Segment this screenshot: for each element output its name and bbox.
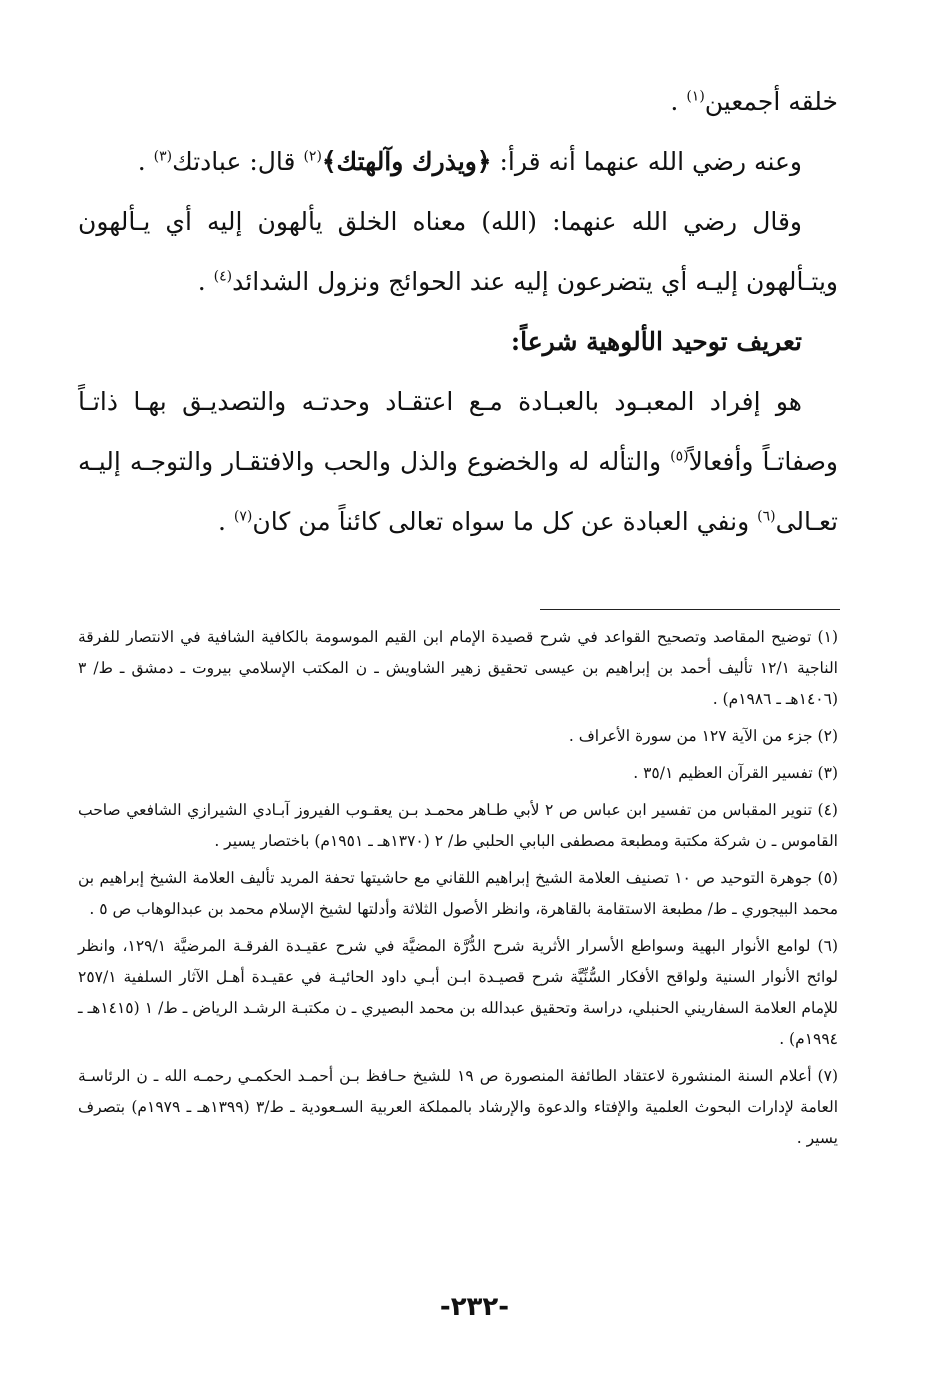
page-number: -٢٣٢- <box>439 1292 510 1322</box>
paragraph-4 <box>78 372 838 552</box>
quran-quote: ﴿ويذرك وآلهتك﴾ <box>321 147 492 176</box>
paragraph-text: وقال رضي الله عنهما: (الله) معناه الخلق يألهون إليه أي يـألهون ويتـألهون إليـه أي يتضرعون إليه عند الحوائج ونزول الشدائد <box>78 207 838 296</box>
footnote-6: (٦) لوامع الأنوار البهية وسواطع الأسرار الأثرية شرح الدُّرَّة المضيَّة في شرح عقيـدة الفرقـة المرضيَّة ١٢٩/١، وانظر لوائح الأنوار السنية ولواقح الأفكار السُّنِّيَّة شرح قصيـدة ابـن أبـي داود الحائيـة في عقيـدة أهـل الآثار السلفية ٢٥٧/١ للإمام العلامة السفاريني الحنبلي، دراسة وتحقيق عبدالله بن محمد البصيري ـ ن مكتبـة الرشـد الرياض ـ ط/ ١ (١٤١٥هـ ـ ١٩٩٤م) . <box>78 937 838 1048</box>
punctuation: . <box>137 147 154 176</box>
footnote-7: (٧) أعلام السنة المنشورة لاعتقاد الطائفة المنصورة ص ١٩ للشيخ حـافظ بـن أحمـد الحكمـي رحمـه الله ـ ن الرئاسـة العامة لإدارات البحوث العلمية والإفتاء والدعوة والإرشاد بالمملكة العربية السـعودية ـ ط/٣ (١٣٩٩هـ ـ ١٩٧٩م) بتصرف يسير . <box>78 1067 838 1147</box>
main-text <box>78 72 838 552</box>
section-heading: تعريف توحيد الألوهية شرعاً: <box>510 327 802 356</box>
punctuation: . <box>670 87 687 116</box>
footnote-1: (١) توضيح المقاصد وتصحيح القواعد في شرح قصيدة الإمام ابن القيم الموسومة بالكافية الشافية في الانتصار للفرقة الناجية ١٢/١ تأليف أحمد بن إبراهيم بن عيسى تحقيق زهير الشاويش ـ ن المكتب الإسلامي بيروت ـ دمشق ـ ط/ ٣ (١٤٠٦هـ ـ ١٩٨٦م) . <box>78 628 838 708</box>
paragraph-text: وعنه رضي الله عنهما أنه قرأ: <box>491 147 802 176</box>
punctuation: . <box>197 267 214 296</box>
punctuation: . <box>218 507 234 536</box>
footnote-ref: (٦) <box>757 508 776 525</box>
footnote-ref: (٣) <box>153 148 173 165</box>
footnote-separator <box>540 609 840 610</box>
footnote-ref: (١) <box>686 88 705 105</box>
footnote-3: (٣) تفسير القرآن العظيم ٣٥/١ . <box>633 764 838 782</box>
footnote-ref: (٧) <box>233 508 253 525</box>
footnote-ref: (٤) <box>213 268 233 285</box>
paragraph-text: قال: عبادتك <box>172 147 304 176</box>
paragraph-text: خلقه أجمعين <box>704 87 838 116</box>
footnote-4: (٤) تنوير المقباس من تفسير ابن عباس ص ٢ لأبي طـاهر محمـد بـن يعقـوب الفيروز آبـادي الشيرازي الشافعي صاحب القاموس ـ ن شركة مكتبة ومطبعة مصطفى البابي الحلبي ط/ ٢ (١٣٧٠هـ ـ ١٩٥١م) باختصار يسير . <box>78 801 838 850</box>
paragraph-1 <box>78 72 838 132</box>
paragraph-text: والتأله له والخضوع والذل والحب والافتقـار والتوجـه إليـه تعـالى <box>78 447 838 536</box>
footnotes <box>78 622 838 1160</box>
paragraph-3 <box>78 192 838 312</box>
footnote-ref: (٢) <box>303 148 322 165</box>
footnote-5: (٥) جوهرة التوحيد ص ١٠ تصنيف العلامة الشيخ إبراهيم اللقاني مع حاشيتها تحفة المريد تأليف العلامة الشيخ إبراهيم بن محمد البيجوري ـ ط/ مطبعة الاستقامة بالقاهرة، وانظر الأصول الثلاثة وأدلتها لشيخ الإسلام محمد بن عبدالوهاب ص ٥ . <box>78 869 838 918</box>
paragraph-2 <box>78 132 838 192</box>
footnote-ref: (٥) <box>670 448 689 465</box>
paragraph-text: هو إفراد المعبـود بالعبـادة مـع اعتقـاد وحدتـه والتصديـق بهـا ذاتـاً وصفاتـاً وأفعالاً <box>78 387 838 476</box>
footnote-2: (٢) جزء من الآية ١٢٧ من سورة الأعراف . <box>568 727 838 745</box>
paragraph-text: ونفي العبادة عن كل ما سواه تعالى كائناً من كان <box>252 507 758 536</box>
